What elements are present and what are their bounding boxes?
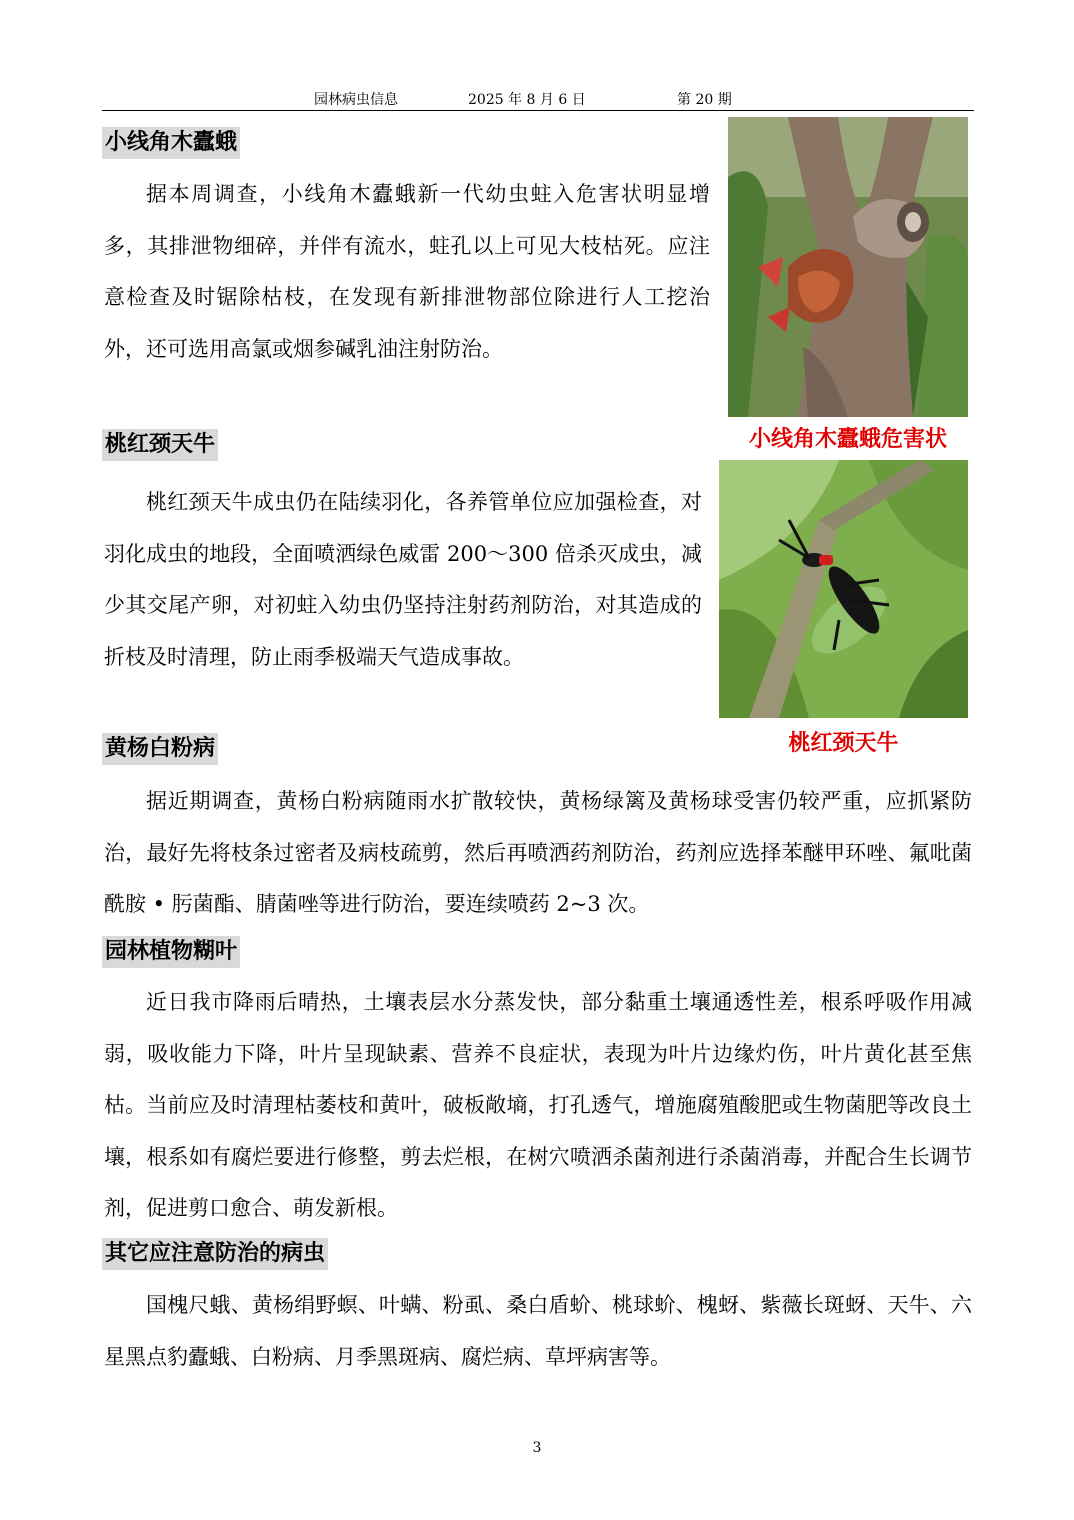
longhorn-beetle-image [719,460,968,718]
photo-caption-wood-borer: 小线角木蠹蛾危害状 [748,427,947,452]
section-body-longhorn-beetle: 桃红颈天牛成虫仍在陆续羽化，各养管单位应加强检查，对羽化成虫的地段，全面喷洒绿色威雷 200～300 倍杀灭成虫，减少其交尾产卵，对初蛀入幼虫仍坚持注射药剂防治，对其造成的折枝及时清理，防止雨季极端天气造成事故。 [104,490,702,669]
publication-date: 2025 年 8 月 6 日 [468,92,586,108]
section-body-wood-borer: 据本周调查，小线角木蠹蛾新一代幼虫蛀入危害状明显增多，其排泄物细碎，并伴有流水，蛀孔以上可见大枝枯死。应注意检查及时锯除枯枝，在发现有新排泄物部位除进行人工挖治外，还可选用高氯或烟参碱乳油注射防治。 [104,182,710,361]
page-header [102,90,974,111]
section-body-other-pests: 国槐尺蛾、黄杨绢野螟、叶螨、粉虱、桑白盾蚧、桃球蚧、槐蚜、紫薇长斑蚜、天牛、六星黑点豹蠹蛾、白粉病、月季黑斑病、腐烂病、草坪病害等。 [104,1293,972,1369]
section-body-leaf-scorch: 近日我市降雨后晴热，土壤表层水分蒸发快，部分黏重土壤通透性差，根系呼吸作用减弱，吸收能力下降，叶片呈现缺素、营养不良症状，表现为叶片边缘灼伤，叶片黄化甚至焦枯。当前应及时清理枯萎枝和黄叶，破板敞墒，打孔透气，增施腐殖酸肥或生物菌肥等改良土壤，根系如有腐烂要进行修整，剪去烂根，在树穴喷洒杀菌剂进行杀菌消毒，并配合生长调节剂，促进剪口愈合、萌发新根。 [104,990,972,1220]
section-heading-longhorn-beetle: 桃红颈天牛 [102,429,218,461]
issue-number: 第 20 期 [677,92,732,108]
page-number: 3 [532,1440,542,1456]
section-heading-other-pests: 其它应注意防治的病虫 [102,1238,328,1270]
tree-trunk-damage-photo [728,117,968,417]
section-heading-wood-borer: 小线角木蠹蛾 [102,127,240,159]
longhorn-beetle-photo [719,460,968,718]
tree-trunk-damage-image [728,117,968,417]
publication-title: 园林病虫信息 [314,92,398,108]
section-heading-powdery-mildew: 黄杨白粉病 [102,733,218,765]
photo-caption-longhorn-beetle: 桃红颈天牛 [788,731,899,756]
section-heading-leaf-scorch: 园林植物糊叶 [102,936,240,968]
section-body-powdery-mildew: 据近期调查，黄杨白粉病随雨水扩散较快，黄杨绿篱及黄杨球受害仍较严重，应抓紧防治，最好先将枝条过密者及病枝疏剪，然后再喷洒药剂防治，药剂应选择苯醚甲环唑、氟吡菌酰胺 • 肟菌酯、腈菌唑等进行防治，要连续喷药 2~3 次。 [104,789,972,916]
